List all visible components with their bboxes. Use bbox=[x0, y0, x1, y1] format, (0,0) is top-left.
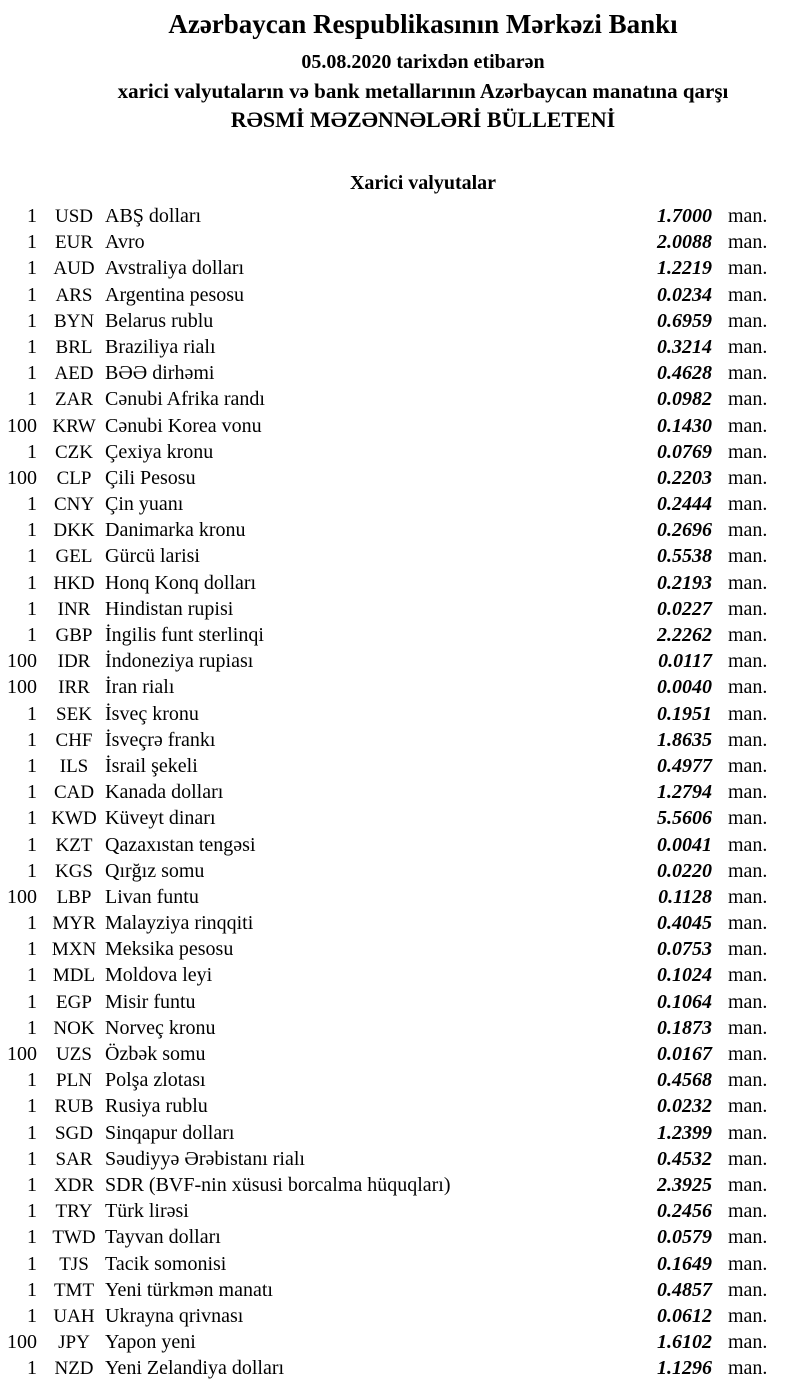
table-row bbox=[0, 884, 800, 910]
table-row bbox=[0, 255, 800, 281]
currency-unit: man. bbox=[728, 912, 768, 935]
currency-unit: man. bbox=[728, 414, 768, 437]
currency-name: Malayziya rinqqiti bbox=[105, 912, 254, 935]
currency-name: Meksika pesosu bbox=[105, 938, 234, 961]
table-row bbox=[0, 1329, 800, 1355]
currency-quantity: 1 bbox=[27, 1095, 37, 1118]
currency-name: İndoneziya rupiası bbox=[105, 650, 254, 673]
table-row bbox=[0, 910, 800, 936]
currency-quantity: 1 bbox=[27, 938, 37, 961]
table-row bbox=[0, 1251, 800, 1277]
table-row bbox=[0, 413, 800, 439]
currency-code: UAH bbox=[53, 1305, 95, 1327]
table-row bbox=[0, 936, 800, 962]
currency-quantity: 1 bbox=[27, 807, 37, 830]
currency-unit: man. bbox=[728, 624, 768, 646]
currency-code: CNY bbox=[53, 494, 95, 516]
currency-unit: man. bbox=[728, 728, 768, 751]
section-title-foreign-currencies: Xarici valyutalar bbox=[349, 172, 497, 194]
currency-quantity: 1 bbox=[27, 309, 37, 332]
currency-name: Misir funtu bbox=[105, 990, 196, 1013]
table-row bbox=[0, 1093, 800, 1119]
currency-code: NZD bbox=[54, 1358, 94, 1380]
currency-quantity: 100 bbox=[7, 885, 37, 908]
currency-quantity: 1 bbox=[27, 702, 37, 725]
currency-code: TJS bbox=[59, 1253, 89, 1275]
currency-code: NOK bbox=[53, 1017, 95, 1039]
currency-rate: 0.1951 bbox=[657, 702, 712, 725]
currency-name: İsveçrə frankı bbox=[105, 728, 216, 751]
currency-name: Livan funtu bbox=[105, 885, 199, 908]
currency-unit: man. bbox=[728, 257, 768, 280]
currency-rate: 0.0117 bbox=[658, 650, 712, 673]
currency-unit: man. bbox=[728, 1357, 768, 1380]
currency-quantity: 1 bbox=[27, 1121, 37, 1144]
currency-rate: 0.0232 bbox=[657, 1095, 712, 1118]
currency-quantity: 1 bbox=[27, 231, 37, 254]
currency-name: Türk lirəsi bbox=[105, 1200, 189, 1223]
currency-rate: 0.0982 bbox=[657, 388, 712, 411]
table-row bbox=[0, 779, 800, 805]
table-row bbox=[0, 1015, 800, 1041]
currency-unit: man. bbox=[728, 388, 768, 411]
currency-quantity: 1 bbox=[27, 1304, 37, 1327]
table-row bbox=[0, 1303, 800, 1329]
currency-rate: 0.4045 bbox=[657, 912, 712, 935]
table-row bbox=[0, 596, 800, 622]
table-row bbox=[0, 386, 800, 412]
currency-unit: man. bbox=[728, 807, 768, 830]
currency-code: MXN bbox=[51, 939, 97, 961]
currency-quantity: 1 bbox=[27, 728, 37, 751]
currency-rate: 0.0234 bbox=[657, 283, 712, 306]
table-row bbox=[0, 858, 800, 884]
currency-rate: 0.4568 bbox=[657, 1069, 712, 1092]
currency-unit: man. bbox=[728, 859, 768, 882]
currency-rate: 0.2444 bbox=[657, 493, 712, 516]
currency-rate: 0.2456 bbox=[657, 1200, 712, 1223]
currency-quantity: 100 bbox=[7, 466, 37, 489]
table-row bbox=[0, 727, 800, 753]
currency-code: LBP bbox=[56, 886, 92, 908]
currency-name: İsrail şekeli bbox=[105, 754, 198, 777]
currency-rate: 0.1649 bbox=[657, 1252, 712, 1275]
currency-rate: 0.2203 bbox=[657, 466, 712, 489]
currency-unit: man. bbox=[728, 1095, 768, 1118]
currency-quantity: 1 bbox=[27, 597, 37, 620]
currency-code: GEL bbox=[55, 546, 93, 568]
currency-quantity: 1 bbox=[27, 754, 37, 777]
currency-unit: man. bbox=[728, 1331, 768, 1354]
currency-unit: man. bbox=[728, 1252, 768, 1275]
currency-name: Braziliya rialı bbox=[105, 335, 216, 358]
currency-name: Tacik somonisi bbox=[105, 1252, 227, 1275]
currency-unit: man. bbox=[728, 990, 768, 1013]
bulletin-title: RƏSMİ MƏZƏNNƏLƏRİ BÜLLETENİ bbox=[230, 107, 616, 132]
currency-name: Cənubi Korea vonu bbox=[105, 414, 262, 437]
table-row bbox=[0, 648, 800, 674]
currency-quantity: 1 bbox=[27, 1252, 37, 1275]
currency-code: ARS bbox=[55, 284, 93, 306]
currency-unit: man. bbox=[728, 545, 768, 568]
currency-name: SDR (BVF-nin xüsusi borcalma hüquqları) bbox=[105, 1173, 451, 1196]
currency-unit: man. bbox=[728, 597, 768, 620]
currency-unit: man. bbox=[728, 1069, 768, 1092]
currency-rate: 0.2193 bbox=[657, 571, 712, 594]
currency-name: Kanada dolları bbox=[105, 781, 224, 804]
currency-quantity: 1 bbox=[27, 859, 37, 882]
currency-unit: man. bbox=[728, 885, 768, 908]
currency-rate: 1.2219 bbox=[657, 257, 712, 280]
currency-code: USD bbox=[54, 206, 93, 227]
table-row bbox=[0, 1355, 800, 1381]
currency-name: Hindistan rupisi bbox=[105, 597, 234, 620]
currency-quantity: 1 bbox=[27, 519, 37, 542]
currency-code: KWD bbox=[51, 808, 97, 830]
currency-name: Küveyt dinarı bbox=[105, 807, 216, 830]
currency-code: EGP bbox=[56, 991, 92, 1013]
table-row bbox=[0, 334, 800, 360]
currency-code: IDR bbox=[57, 651, 91, 673]
table-row bbox=[0, 517, 800, 543]
currency-name: BƏƏ dirhəmi bbox=[105, 362, 215, 385]
currency-code: CZK bbox=[55, 441, 93, 463]
table-row bbox=[0, 1277, 800, 1303]
currency-rate: 2.0088 bbox=[657, 231, 712, 254]
currency-quantity: 1 bbox=[27, 912, 37, 935]
currency-code: ILS bbox=[59, 755, 89, 777]
currency-name: Argentina pesosu bbox=[105, 283, 245, 306]
table-row bbox=[0, 570, 800, 596]
document-header bbox=[0, 0, 800, 133]
currency-name: Çili Pesosu bbox=[105, 466, 196, 489]
bank-title: Azərbaycan Respublikasının Mərkəzi Bankı bbox=[168, 9, 678, 39]
currency-unit: man. bbox=[728, 1304, 768, 1327]
currency-unit: man. bbox=[728, 1226, 768, 1249]
currency-code: BYN bbox=[53, 310, 95, 332]
currency-rate: 1.8635 bbox=[657, 728, 712, 751]
table-row bbox=[0, 439, 800, 465]
currency-rate: 0.0753 bbox=[657, 938, 712, 961]
table-row bbox=[0, 805, 800, 831]
currency-quantity: 1 bbox=[27, 1173, 37, 1196]
currency-code: HKD bbox=[53, 572, 95, 594]
table-row bbox=[0, 282, 800, 308]
currency-rate: 0.6959 bbox=[657, 309, 712, 332]
currency-quantity: 1 bbox=[27, 205, 37, 227]
exchange-rates-table bbox=[0, 203, 800, 1381]
currency-name: Cənubi Afrika randı bbox=[105, 388, 265, 411]
currency-code: DKK bbox=[53, 520, 95, 542]
currency-rate: 0.4532 bbox=[657, 1147, 712, 1170]
currency-code: AED bbox=[54, 363, 94, 385]
table-row bbox=[0, 989, 800, 1015]
currency-code: PLN bbox=[56, 1070, 92, 1092]
currency-unit: man. bbox=[728, 650, 768, 673]
currency-name: Gürcü larisi bbox=[105, 545, 200, 568]
currency-name: Sinqapur dolları bbox=[105, 1121, 235, 1144]
currency-quantity: 1 bbox=[27, 1226, 37, 1249]
currency-quantity: 1 bbox=[27, 1200, 37, 1223]
currency-rate: 5.5606 bbox=[657, 807, 712, 830]
table-row bbox=[0, 753, 800, 779]
currency-rate: 0.0041 bbox=[657, 833, 712, 856]
currency-name: Moldova leyi bbox=[105, 964, 213, 987]
currency-unit: man. bbox=[728, 781, 768, 804]
currency-rate: 0.0612 bbox=[657, 1304, 712, 1327]
currency-code: SGD bbox=[54, 1122, 93, 1144]
table-row bbox=[0, 701, 800, 727]
currency-rate: 0.1128 bbox=[658, 885, 712, 908]
currency-name: Belarus rublu bbox=[105, 309, 214, 332]
table-row bbox=[0, 203, 800, 229]
currency-quantity: 1 bbox=[27, 388, 37, 411]
currency-rate: 2.3925 bbox=[657, 1173, 712, 1196]
currency-unit: man. bbox=[728, 205, 768, 227]
currency-name: Çin yuanı bbox=[105, 493, 184, 516]
currency-name: Səudiyyə Ərəbistanı rialı bbox=[105, 1147, 305, 1170]
currency-quantity: 1 bbox=[27, 257, 37, 280]
currency-code: JPY bbox=[58, 1332, 90, 1354]
currency-code: XDR bbox=[53, 1174, 95, 1196]
currency-quantity: 1 bbox=[27, 283, 37, 306]
currency-code: KZT bbox=[55, 834, 93, 856]
currency-name: Polşa zlotası bbox=[105, 1069, 206, 1092]
currency-name: Rusiya rublu bbox=[105, 1095, 208, 1118]
currency-rate: 2.2262 bbox=[657, 624, 712, 646]
currency-rate: 0.0769 bbox=[657, 440, 712, 463]
currency-rate: 0.1024 bbox=[657, 964, 712, 987]
currency-rate: 0.0579 bbox=[657, 1226, 712, 1249]
currency-rate: 0.3214 bbox=[657, 335, 712, 358]
currency-rate: 1.2794 bbox=[657, 781, 712, 804]
currency-quantity: 1 bbox=[27, 545, 37, 568]
table-row bbox=[0, 962, 800, 988]
currency-unit: man. bbox=[728, 335, 768, 358]
currency-quantity: 1 bbox=[27, 1147, 37, 1170]
currency-rate: 0.1064 bbox=[657, 990, 712, 1013]
currency-code: AUD bbox=[53, 258, 95, 280]
currency-code: CAD bbox=[53, 782, 95, 804]
table-row bbox=[0, 1120, 800, 1146]
currency-name: Yeni Zelandiya dolları bbox=[105, 1357, 285, 1380]
currency-rate: 0.0227 bbox=[657, 597, 712, 620]
currency-unit: man. bbox=[728, 362, 768, 385]
currency-quantity: 1 bbox=[27, 1069, 37, 1092]
currency-quantity: 1 bbox=[27, 964, 37, 987]
currency-unit: man. bbox=[728, 283, 768, 306]
currency-quantity: 1 bbox=[27, 1016, 37, 1039]
currency-quantity: 100 bbox=[7, 414, 37, 437]
currency-quantity: 1 bbox=[27, 335, 37, 358]
currency-quantity: 1 bbox=[27, 624, 37, 646]
currency-name: Avstraliya dolları bbox=[105, 257, 245, 280]
currency-code: CHF bbox=[55, 729, 93, 751]
currency-rate: 0.0040 bbox=[657, 676, 712, 699]
currency-code: IRR bbox=[58, 677, 90, 699]
currency-code: ZAR bbox=[55, 389, 93, 411]
currency-rate: 1.6102 bbox=[657, 1331, 712, 1354]
currency-unit: man. bbox=[728, 1016, 768, 1039]
table-row bbox=[0, 543, 800, 569]
table-row bbox=[0, 360, 800, 386]
currency-name: Danimarka kronu bbox=[105, 519, 246, 542]
currency-code: UZS bbox=[56, 1044, 92, 1065]
currency-name: Yeni türkmən manatı bbox=[105, 1278, 273, 1301]
currency-name: Yapon yeni bbox=[105, 1331, 196, 1354]
table-row bbox=[0, 1041, 800, 1067]
currency-quantity: 100 bbox=[7, 650, 37, 673]
currency-rate: 0.4857 bbox=[657, 1278, 712, 1301]
currency-quantity: 100 bbox=[7, 1043, 37, 1065]
currency-unit: man. bbox=[728, 440, 768, 463]
table-row bbox=[0, 674, 800, 700]
currency-unit: man. bbox=[728, 571, 768, 594]
currency-unit: man. bbox=[728, 1173, 768, 1196]
currency-quantity: 1 bbox=[27, 440, 37, 463]
currency-unit: man. bbox=[728, 754, 768, 777]
currency-code: RUB bbox=[54, 1096, 94, 1118]
subtitle-line: xarici valyutaların və bank metallarının Azərbaycan manatına qarşı bbox=[117, 79, 729, 103]
currency-unit: man. bbox=[728, 466, 768, 489]
currency-code: KGS bbox=[54, 860, 93, 882]
currency-unit: man. bbox=[728, 231, 768, 254]
currency-rate: 1.2399 bbox=[657, 1121, 712, 1144]
currency-code: BRL bbox=[55, 336, 93, 358]
currency-quantity: 1 bbox=[27, 833, 37, 856]
currency-code: SEK bbox=[56, 703, 92, 725]
currency-quantity: 1 bbox=[27, 1278, 37, 1301]
currency-unit: man. bbox=[728, 702, 768, 725]
currency-unit: man. bbox=[728, 1147, 768, 1170]
currency-unit: man. bbox=[728, 676, 768, 699]
currency-name: ABŞ dolları bbox=[105, 205, 202, 227]
currency-name: Honq Konq dolları bbox=[105, 571, 257, 594]
currency-code: SAR bbox=[55, 1148, 93, 1170]
currency-rate: 0.0220 bbox=[657, 859, 712, 882]
currency-name: Avro bbox=[105, 231, 145, 254]
currency-code: GBP bbox=[55, 625, 93, 646]
currency-name: Qırğız somu bbox=[105, 859, 205, 882]
currency-quantity: 1 bbox=[27, 362, 37, 385]
currency-code: MDL bbox=[52, 965, 96, 987]
table-row bbox=[0, 308, 800, 334]
currency-unit: man. bbox=[728, 519, 768, 542]
currency-unit: man. bbox=[728, 1043, 768, 1065]
currency-quantity: 1 bbox=[27, 781, 37, 804]
currency-unit: man. bbox=[728, 1121, 768, 1144]
currency-code: EUR bbox=[55, 232, 93, 254]
table-row bbox=[0, 622, 800, 648]
table-row bbox=[0, 1172, 800, 1198]
currency-rate: 1.7000 bbox=[657, 205, 712, 227]
currency-rate: 0.2696 bbox=[657, 519, 712, 542]
currency-unit: man. bbox=[728, 1278, 768, 1301]
table-row bbox=[0, 1198, 800, 1224]
currency-code: TWD bbox=[52, 1227, 96, 1249]
currency-rate: 0.0167 bbox=[657, 1043, 712, 1065]
currency-code: TRY bbox=[55, 1201, 93, 1223]
table-row bbox=[0, 229, 800, 255]
currency-code: INR bbox=[57, 598, 91, 620]
table-row bbox=[0, 1067, 800, 1093]
currency-name: İngilis funt sterlinqi bbox=[105, 624, 264, 646]
currency-rate: 1.1296 bbox=[657, 1357, 712, 1380]
currency-unit: man. bbox=[728, 493, 768, 516]
currency-name: İsveç kronu bbox=[105, 702, 199, 725]
effective-date-line: 05.08.2020 tarixdən etibarən bbox=[301, 51, 545, 73]
currency-name: Norveç kronu bbox=[105, 1016, 216, 1039]
currency-quantity: 100 bbox=[7, 676, 37, 699]
table-row bbox=[0, 1224, 800, 1250]
currency-name: Qazaxıstan tengəsi bbox=[105, 833, 256, 856]
currency-code: KRW bbox=[52, 415, 96, 437]
currency-name: Çexiya kronu bbox=[105, 440, 214, 463]
currency-rate: 0.4628 bbox=[657, 362, 712, 385]
currency-name: Ukrayna qrivnası bbox=[105, 1304, 244, 1327]
currency-name: Özbək somu bbox=[105, 1043, 206, 1065]
currency-rate: 0.1873 bbox=[657, 1016, 712, 1039]
table-row bbox=[0, 491, 800, 517]
currency-code: TMT bbox=[53, 1279, 95, 1301]
currency-unit: man. bbox=[728, 1200, 768, 1223]
currency-name: İran rialı bbox=[105, 676, 175, 699]
currency-quantity: 1 bbox=[27, 1357, 37, 1380]
currency-quantity: 1 bbox=[27, 571, 37, 594]
currency-unit: man. bbox=[728, 964, 768, 987]
currency-name: Tayvan dolları bbox=[105, 1226, 221, 1249]
currency-unit: man. bbox=[728, 309, 768, 332]
currency-rate: 0.1430 bbox=[657, 414, 712, 437]
currency-unit: man. bbox=[728, 833, 768, 856]
table-row bbox=[0, 1146, 800, 1172]
currency-unit: man. bbox=[728, 938, 768, 961]
table-row bbox=[0, 832, 800, 858]
currency-code: CLP bbox=[56, 467, 92, 489]
currency-quantity: 1 bbox=[27, 990, 37, 1013]
currency-rate: 0.5538 bbox=[657, 545, 712, 568]
currency-quantity: 1 bbox=[27, 493, 37, 516]
currency-rate: 0.4977 bbox=[657, 754, 712, 777]
table-row bbox=[0, 465, 800, 491]
currency-code: MYR bbox=[52, 913, 96, 935]
currency-quantity: 100 bbox=[7, 1331, 37, 1354]
